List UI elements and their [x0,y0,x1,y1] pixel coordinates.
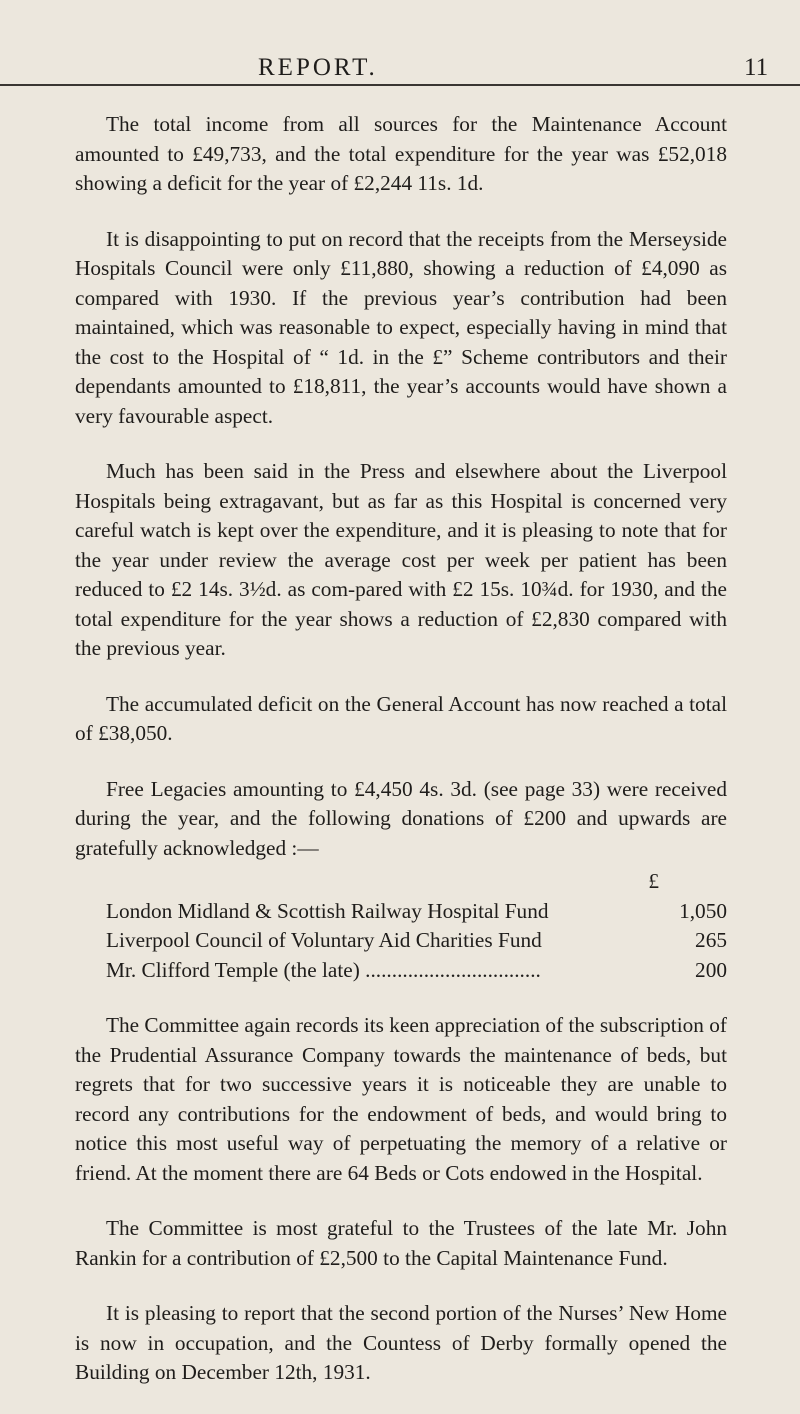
donation-row [75,956,727,986]
report-body [75,110,727,1414]
donation-row [75,897,727,927]
paragraph-legacies: Free Legacies amounting to £4,450 4s. 3d. (see page 33) were received during the year, and the following donations of £200 and upwards are gratefully acknowledged :— [75,776,727,860]
donation-name: London Midland & Scottish Railway Hospital Fund [106,898,549,923]
paragraph-nurses-home: It is pleasing to report that the second portion of the Nurses’ New Home is now in occupation, and the Countess of Derby formally opened the Building on December 12th, 1931. [75,1301,727,1384]
paragraph-merseyside: It is disappointing to put on record that the receipts from the Merseyside Hospitals Council were only £11,880, showing a reduction of £4,090 as compared with 1930. If the previous year’s contribution had been maintained, which was reasonable to expect, especially having in mind that the cost to the Hospital of “ 1d. in the £” Scheme contributors and their dependants amounted to £18,811, the year’s accounts would have shown a very favourable aspect. [75,226,727,428]
paragraph-rankin: The Committee is most grateful to the Trustees of the late Mr. John Rankin for a contribution of £2,500 to the Capital Maintenance Fund. [75,1216,727,1270]
donation-amount: 265 [695,928,727,952]
page-number: 11 [744,54,769,81]
currency-header: £ [648,869,659,893]
donations-list [75,867,727,985]
paragraph-income: The total income from all sources for the Maintenance Account amounted to £49,733, and the total expenditure for the year was £52,018 showing a deficit for the year of £2,244 11s. 1d. [75,112,727,195]
paragraph-prudential: The Committee again records its keen appreciation of the subscription of the Prudential Assurance Company towards the maintenance of beds, but regrets that for two successive years it is noticeable they are unable to record any contributions for the endowment of beds, and would bring to notice this most useful way of perpetuating the memory of a relative or friend. At the moment there are 64 Beds or Cots endowed in the Hospital. [75,1013,727,1185]
donation-amount: 1,050 [679,898,727,923]
paragraph-expenditure: Much has been said in the Press and elsewhere about the Liverpool Hospitals being extragavant, but as far as this Hospital is concerned very careful watch is kept over the expenditure, and it is pleasing to note that for the year under review the average cost per week per patient has been reduced to £2 14s. 3½d. as com-pared with £2 15s. 10¾d. for 1930, and the total expenditure for the year shows a reduction of £2,830 compared with the previous year. [75,459,727,660]
paragraph-deficit: The accumulated deficit on the General Account has now reached a total of £38,050. [75,691,727,745]
donation-name: Liverpool Council of Voluntary Aid Charities Fund [106,928,542,952]
header-rule [0,84,800,86]
donation-row [75,926,727,956]
donation-amount: 200 [695,957,727,982]
page-title: REPORT. [258,54,378,81]
donation-name: Mr. Clifford Temple (the late) ................................. [106,957,541,982]
